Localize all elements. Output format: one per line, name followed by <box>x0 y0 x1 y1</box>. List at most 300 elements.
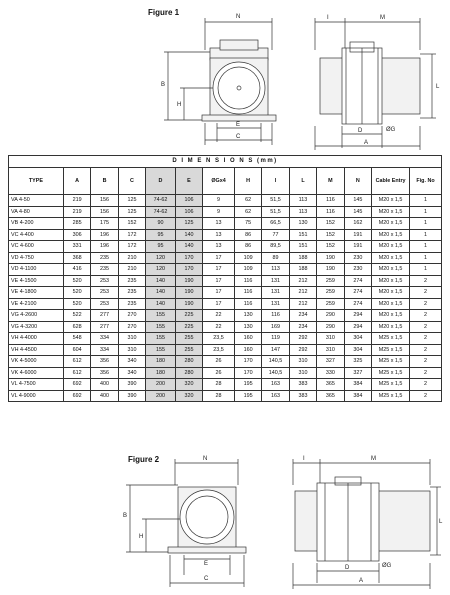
table-cell: 400 <box>91 390 118 402</box>
table-cell: 310 <box>289 356 316 368</box>
table-cell: 125 <box>175 218 202 230</box>
table-cell: 191 <box>344 241 371 253</box>
table-cell: 172 <box>118 229 145 241</box>
table-cell: 13 <box>203 218 235 230</box>
table-row <box>9 252 442 264</box>
table-cell: 86 <box>234 229 261 241</box>
table-cell: 130 <box>234 310 261 322</box>
header-h: H <box>234 168 261 195</box>
table-cell: 628 <box>63 321 90 333</box>
table-cell: 188 <box>289 264 316 276</box>
table-row <box>9 218 442 230</box>
fig2-dim-h: H <box>139 534 144 540</box>
table-cell: 294 <box>344 310 371 322</box>
table-cell: 210 <box>118 264 145 276</box>
table-row <box>9 356 442 368</box>
table-cell: M20 x 1,5 <box>372 264 410 276</box>
table-cell: 259 <box>317 287 344 299</box>
table-cell: 151 <box>289 229 316 241</box>
table-cell: 212 <box>289 275 316 287</box>
table-cell: 156 <box>91 206 118 218</box>
figure-2-label: Figure 2 <box>128 455 160 464</box>
table-header-row <box>9 168 442 195</box>
table-cell: 384 <box>344 379 371 391</box>
fig2-dim-i: I <box>303 456 305 462</box>
table-cell: 75 <box>234 218 261 230</box>
table-cell: 356 <box>91 356 118 368</box>
table-cell: 152 <box>118 218 145 230</box>
table-cell: 334 <box>91 333 118 345</box>
table-cell: 156 <box>91 195 118 207</box>
table-cell: 152 <box>317 229 344 241</box>
figure-1-front-view <box>150 10 310 150</box>
table-cell: 219 <box>63 195 90 207</box>
table-cell: 86 <box>234 241 261 253</box>
table-cell: M25 x 1,5 <box>372 333 410 345</box>
fig2-dim-d: D <box>345 565 350 571</box>
table-cell: 2 <box>410 344 442 356</box>
table-cell: 51,5 <box>262 195 289 207</box>
figure-1-side-view <box>300 10 445 150</box>
table-cell: 306 <box>63 229 90 241</box>
table-cell: 13 <box>203 241 235 253</box>
table-cell: 522 <box>63 310 90 322</box>
header-d: D <box>146 168 176 195</box>
table-cell: M20 x 1,5 <box>372 298 410 310</box>
table-cell: 285 <box>63 218 90 230</box>
table-cell: 280 <box>175 356 202 368</box>
table-cell: 23,5 <box>203 344 235 356</box>
table-cell: 77 <box>262 229 289 241</box>
table-cell: 116 <box>262 310 289 322</box>
table-cell: 180 <box>146 367 176 379</box>
table-cell: 120 <box>146 252 176 264</box>
fig1-dim-c: C <box>236 134 241 140</box>
table-row <box>9 275 442 287</box>
table-cell: 1 <box>410 229 442 241</box>
table-cell: 304 <box>344 333 371 345</box>
table-cell: M20 x 1,5 <box>372 241 410 253</box>
table-cell: M20 x 1,5 <box>372 206 410 218</box>
table-cell: VH 4-4000 <box>9 333 64 345</box>
table-cell: 225 <box>175 310 202 322</box>
table-cell: 212 <box>289 287 316 299</box>
table-cell: 2 <box>410 298 442 310</box>
table-cell: VG 4-2600 <box>9 310 64 322</box>
table-cell: VB 4-200 <box>9 218 64 230</box>
table-cell: 140,5 <box>262 356 289 368</box>
table-cell: 2 <box>410 333 442 345</box>
table-cell: 225 <box>175 321 202 333</box>
table-cell: 17 <box>203 252 235 264</box>
table-cell: 26 <box>203 367 235 379</box>
table-cell: 274 <box>344 298 371 310</box>
table-cell: 334 <box>91 344 118 356</box>
table-cell: VK 4-6000 <box>9 367 64 379</box>
table-cell: 390 <box>118 390 145 402</box>
table-cell: 22 <box>203 310 235 322</box>
table-cell: 131 <box>262 275 289 287</box>
table-cell: 365 <box>317 379 344 391</box>
table-cell: 9 <box>203 195 235 207</box>
table-cell: 253 <box>91 298 118 310</box>
table-cell: 270 <box>118 321 145 333</box>
table-cell: 152 <box>317 218 344 230</box>
table-cell: 74-62 <box>146 206 176 218</box>
fig1-dim-b: B <box>161 82 166 88</box>
fig1-dim-e: E <box>236 122 241 128</box>
table-cell: 89 <box>262 252 289 264</box>
table-cell: 106 <box>175 195 202 207</box>
table-cell: 170 <box>234 367 261 379</box>
table-cell: 2 <box>410 379 442 391</box>
table-cell: 190 <box>317 264 344 276</box>
table-cell: 1 <box>410 241 442 253</box>
fig2-dim-b: B <box>123 513 128 519</box>
table-cell: 2 <box>410 356 442 368</box>
table-cell: M20 x 1,5 <box>372 229 410 241</box>
table-cell: M20 x 1,5 <box>372 287 410 299</box>
table-cell: VL 4-9000 <box>9 390 64 402</box>
header-fig-no: Fig. No <box>410 168 442 195</box>
table-cell: 116 <box>317 206 344 218</box>
table-cell: 9 <box>203 206 235 218</box>
table-cell: 155 <box>146 333 176 345</box>
table-cell: 22 <box>203 321 235 333</box>
table-cell: VE 4-1500 <box>9 275 64 287</box>
table-cell: VA 4-50 <box>9 195 64 207</box>
fig1-dim-n: N <box>236 14 241 20</box>
table-cell: 196 <box>91 229 118 241</box>
table-row <box>9 229 442 241</box>
table-cell: 74-62 <box>146 195 176 207</box>
table-cell: 383 <box>289 390 316 402</box>
table-cell: 195 <box>234 379 261 391</box>
dimensions-table <box>8 155 442 402</box>
table-cell: 66,5 <box>262 218 289 230</box>
table-cell: 292 <box>289 344 316 356</box>
table-cell: M25 x 1,5 <box>372 390 410 402</box>
fig1-dim-l: L <box>436 84 440 90</box>
figure-2-front-view <box>120 455 270 595</box>
table-cell: 140 <box>175 229 202 241</box>
table-cell: 51,5 <box>262 206 289 218</box>
table-cell: 120 <box>146 264 176 276</box>
table-cell: 230 <box>344 252 371 264</box>
table-cell: M20 x 1,5 <box>372 321 410 333</box>
table-title: D I M E N S I O N S (mm) <box>9 156 442 168</box>
table-cell: 310 <box>118 344 145 356</box>
fig1-dim-h: H <box>177 102 182 108</box>
table-cell: 109 <box>234 264 261 276</box>
table-cell: 327 <box>317 356 344 368</box>
table-cell: 155 <box>146 321 176 333</box>
table-cell: 368 <box>63 252 90 264</box>
table-cell: 1 <box>410 195 442 207</box>
table-row <box>9 206 442 218</box>
table-cell: 400 <box>91 379 118 391</box>
table-cell: 294 <box>344 321 371 333</box>
table-cell: 196 <box>91 241 118 253</box>
table-cell: 140 <box>146 298 176 310</box>
header-b: B <box>91 168 118 195</box>
table-cell: 140 <box>146 275 176 287</box>
table-cell: 310 <box>118 333 145 345</box>
table-cell: 116 <box>234 275 261 287</box>
table-cell: 390 <box>118 379 145 391</box>
table-cell: 356 <box>91 367 118 379</box>
table-cell: 28 <box>203 390 235 402</box>
table-row <box>9 264 442 276</box>
table-cell: 109 <box>234 252 261 264</box>
table-cell: 520 <box>63 287 90 299</box>
fig2-dim-g: ØG <box>382 563 392 569</box>
table-cell: 310 <box>317 344 344 356</box>
table-cell: 190 <box>175 298 202 310</box>
header-type: TYPE <box>9 168 64 195</box>
table-cell: 160 <box>234 344 261 356</box>
table-cell: 548 <box>63 333 90 345</box>
table-cell: 692 <box>63 379 90 391</box>
table-cell: 325 <box>344 356 371 368</box>
table-cell: 119 <box>262 333 289 345</box>
table-cell: 210 <box>118 252 145 264</box>
table-cell: 235 <box>118 275 145 287</box>
table-cell: 116 <box>317 195 344 207</box>
table-cell: 330 <box>317 367 344 379</box>
table-cell: 340 <box>118 367 145 379</box>
header-e: E <box>175 168 202 195</box>
table-cell: VC 4-400 <box>9 229 64 241</box>
table-cell: 116 <box>234 298 261 310</box>
header-n: N <box>344 168 371 195</box>
table-cell: 320 <box>175 379 202 391</box>
table-cell: 17 <box>203 275 235 287</box>
table-cell: 290 <box>317 321 344 333</box>
table-cell: M20 x 1,5 <box>372 310 410 322</box>
fig2-dim-l: L <box>439 519 443 525</box>
table-cell: 235 <box>118 298 145 310</box>
table-cell: 169 <box>262 321 289 333</box>
table-cell: VH 4-4500 <box>9 344 64 356</box>
fig1-dim-g: ØG <box>386 127 396 133</box>
table-cell: VD 4-1100 <box>9 264 64 276</box>
table-cell: 113 <box>289 195 316 207</box>
fig2-dim-m: M <box>371 456 376 462</box>
table-cell: 163 <box>262 390 289 402</box>
table-cell: M20 x 1,5 <box>372 218 410 230</box>
table-cell: 125 <box>118 206 145 218</box>
table-cell: 331 <box>63 241 90 253</box>
table-cell: VE 4-1800 <box>9 287 64 299</box>
table-cell: 190 <box>317 252 344 264</box>
table-cell: 162 <box>344 218 371 230</box>
table-cell: 145 <box>344 195 371 207</box>
table-cell: 277 <box>91 321 118 333</box>
table-cell: M25 x 1,5 <box>372 356 410 368</box>
table-cell: 113 <box>289 206 316 218</box>
table-cell: 212 <box>289 298 316 310</box>
table-cell: 2 <box>410 367 442 379</box>
table-cell: 191 <box>344 229 371 241</box>
table-cell: 116 <box>234 287 261 299</box>
table-cell: 235 <box>91 264 118 276</box>
table-cell: 155 <box>146 310 176 322</box>
table-cell: 106 <box>175 206 202 218</box>
table-cell: 160 <box>234 333 261 345</box>
table-cell: 1 <box>410 252 442 264</box>
table-row <box>9 321 442 333</box>
table-cell: 125 <box>118 195 145 207</box>
table-cell: 188 <box>289 252 316 264</box>
table-row <box>9 390 442 402</box>
header-cable-entry: Cable Entry <box>372 168 410 195</box>
table-cell: VE 4-2100 <box>9 298 64 310</box>
table-cell: 340 <box>118 356 145 368</box>
table-cell: 310 <box>289 367 316 379</box>
table-cell: 259 <box>317 275 344 287</box>
table-cell: 612 <box>63 356 90 368</box>
table-cell: 17 <box>203 287 235 299</box>
table-cell: 28 <box>203 379 235 391</box>
table-cell: 310 <box>317 333 344 345</box>
table-cell: 62 <box>234 195 261 207</box>
table-cell: 113 <box>262 264 289 276</box>
table-cell: 180 <box>146 356 176 368</box>
table-cell: 1 <box>410 264 442 276</box>
table-row <box>9 344 442 356</box>
table-row <box>9 379 442 391</box>
table-cell: 130 <box>234 321 261 333</box>
table-cell: 2 <box>410 275 442 287</box>
table-cell: 253 <box>91 275 118 287</box>
table-cell: 145 <box>344 206 371 218</box>
table-cell: 292 <box>289 333 316 345</box>
table-cell: 17 <box>203 264 235 276</box>
table-cell: 175 <box>91 218 118 230</box>
header-l: L <box>289 168 316 195</box>
table-cell: 320 <box>175 390 202 402</box>
table-row <box>9 367 442 379</box>
table-cell: 270 <box>118 310 145 322</box>
fig2-dim-n: N <box>203 456 208 462</box>
figure-1-label: Figure 1 <box>148 8 180 17</box>
table-cell: 274 <box>344 275 371 287</box>
table-cell: 200 <box>146 379 176 391</box>
table-cell: 2 <box>410 321 442 333</box>
table-cell: M25 x 1,5 <box>372 367 410 379</box>
fig2-dim-a: A <box>359 578 364 584</box>
table-cell: 190 <box>175 275 202 287</box>
table-cell: 2 <box>410 390 442 402</box>
fig2-dim-e: E <box>204 561 209 567</box>
table-cell: M20 x 1,5 <box>372 252 410 264</box>
header-m: M <box>317 168 344 195</box>
fig1-dim-m: M <box>380 15 385 21</box>
table-cell: 1 <box>410 206 442 218</box>
table-cell: 520 <box>63 275 90 287</box>
table-cell: 163 <box>262 379 289 391</box>
table-cell: 151 <box>289 241 316 253</box>
table-cell: 200 <box>146 390 176 402</box>
table-cell: 384 <box>344 390 371 402</box>
table-cell: 274 <box>344 287 371 299</box>
table-row <box>9 287 442 299</box>
table-cell: 140 <box>146 287 176 299</box>
table-cell: M25 x 1,5 <box>372 344 410 356</box>
table-cell: 195 <box>234 390 261 402</box>
table-cell: 172 <box>118 241 145 253</box>
table-cell: 13 <box>203 229 235 241</box>
table-cell: 89,5 <box>262 241 289 253</box>
table-cell: VK 4-5000 <box>9 356 64 368</box>
table-cell: 280 <box>175 367 202 379</box>
fig1-dim-d: D <box>358 128 363 134</box>
table-cell: M20 x 1,5 <box>372 195 410 207</box>
table-cell: 327 <box>344 367 371 379</box>
table-cell: M25 x 1,5 <box>372 379 410 391</box>
table-cell: 604 <box>63 344 90 356</box>
table-cell: 95 <box>146 241 176 253</box>
table-cell: 255 <box>175 333 202 345</box>
table-row <box>9 333 442 345</box>
table-cell: 235 <box>118 287 145 299</box>
table-cell: 26 <box>203 356 235 368</box>
table-cell: 259 <box>317 298 344 310</box>
table-cell: 152 <box>317 241 344 253</box>
table-cell: 235 <box>91 252 118 264</box>
table-cell: 253 <box>91 287 118 299</box>
header-a: A <box>63 168 90 195</box>
table-cell: 170 <box>175 264 202 276</box>
table-cell: VG 4-3200 <box>9 321 64 333</box>
table-cell: 170 <box>234 356 261 368</box>
table-cell: 17 <box>203 298 235 310</box>
table-cell: 62 <box>234 206 261 218</box>
table-cell: 612 <box>63 367 90 379</box>
table-cell: 234 <box>289 310 316 322</box>
table-cell: 155 <box>146 344 176 356</box>
table-cell: 2 <box>410 310 442 322</box>
table-cell: M20 x 1,5 <box>372 275 410 287</box>
fig2-dim-c: C <box>204 576 209 582</box>
header-c: C <box>118 168 145 195</box>
table-row <box>9 310 442 322</box>
table-cell: 692 <box>63 390 90 402</box>
table-cell: 170 <box>175 252 202 264</box>
header-i: I <box>262 168 289 195</box>
table-cell: VA 4-80 <box>9 206 64 218</box>
table-cell: 234 <box>289 321 316 333</box>
table-cell: VL 4-7500 <box>9 379 64 391</box>
table-row <box>9 298 442 310</box>
fig1-dim-i: I <box>327 15 329 21</box>
table-row <box>9 195 442 207</box>
table-cell: 95 <box>146 229 176 241</box>
table-cell: 130 <box>289 218 316 230</box>
table-row <box>9 241 442 253</box>
table-body <box>9 195 442 402</box>
table-cell: 383 <box>289 379 316 391</box>
table-cell: 230 <box>344 264 371 276</box>
table-cell: 131 <box>262 287 289 299</box>
table-cell: 90 <box>146 218 176 230</box>
table-cell: 131 <box>262 298 289 310</box>
table-cell: VC 4-600 <box>9 241 64 253</box>
fig1-dim-a: A <box>364 140 369 146</box>
table-cell: 304 <box>344 344 371 356</box>
table-cell: 416 <box>63 264 90 276</box>
